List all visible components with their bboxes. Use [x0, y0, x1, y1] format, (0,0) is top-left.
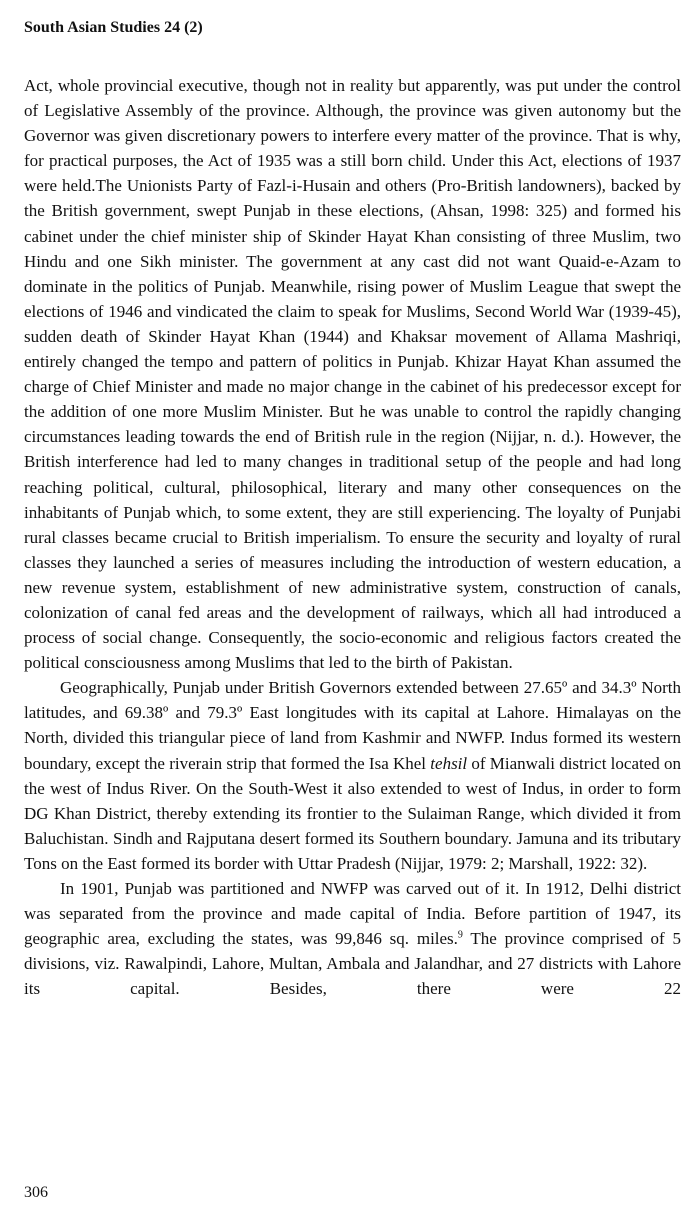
- paragraph-2: [24, 675, 681, 876]
- paragraph-3-text-a: In 1901, Punjab was partitioned and NWFP was carved out of it. In 1912, Delhi district was separated from the province and made capital of India. Before partition of 1947, its geographic area, excluding the states, was 99,846 sq. miles.: [24, 879, 681, 949]
- paragraph-2-text-a: Geographically, Punjab under British Governors extended between 27.65º and 34.3º North latitudes, and 69.38º and 79.3º East longitudes with its capital at Lahore. Himalayas on the North, divided this triangular piece of land from Kashmir and NWFP. Indus formed its western boundary, except the riverain strip that formed the Isa Khel: [24, 678, 681, 773]
- running-head: South Asian Studies 24 (2): [24, 19, 203, 36]
- paragraph-1: Act, whole provincial executive, though not in reality but apparently, was put under the control of Legislative Assembly of the province. Although, the province was given autonomy but the Governor was given discretionary powers to interfere every matter of the province. That is why, for practical purposes, the Act of 1935 was a still born child. Under this Act, elections of 1937 were held.The Unionists Party of Fazl-i-Husain and others (Pro-British landowners), backed by the British government, swept Punjab in these elections, (Ahsan, 1998: 325) and formed his cabinet under the chief minister ship of Skinder Hayat Khan consisting of three Muslim, two Hindu and one Sikh minister. The government at any cast did not want Quaid-e-Azam to dominate in the politics of Punjab. Meanwhile, rising power of Muslim League that swept the elections of 1946 and vindicated the claim to speak for Muslims, Second World War (1939-45), sudden death of Skinder Hayat Khan (1944) and Khaksar movement of Allama Mashriqi, entirely changed the tempo and pattern of politics in Punjab. Khizar Hayat Khan assumed the charge of Chief Minister and made no major change in the cabinet of his predecessor except for the addition of one more Muslim Minister. But he was unable to control the rapidly changing circumstances leading towards the end of British rule in the region (Nijjar, n. d.). However, the British interference had led to many changes in traditional setup of the people and had long reaching political, cultural, philosophical, literary and many other consequences on the inhabitants of Punjab which, to some extent, they are still experiencing. The loyalty of Punjabi rural classes became crucial to British imperialism. To ensure the security and loyalty of rural classes they launched a series of measures including the introduction of western education, a new revenue system, establishment of new administrative system, construction of canals, colonization of canal fed areas and the development of railways, which all had introduced a process of social change. Consequently, the socio-economic and religious factors created the political consciousness among Muslims that led to the birth of Pakistan.: [24, 76, 681, 673]
- paragraph-3: [24, 876, 681, 1001]
- page-number: 306: [24, 1184, 48, 1201]
- paragraph-3-text-b: The province comprised of 5 divisions, viz. Rawalpindi, Lahore, Multan, Ambala and Jalandhar, and 27 districts with Lahore its capital. Besides, there were 22: [24, 929, 681, 999]
- paragraph-2-text-b: of Mianwali district located on the west of Indus River. On the South-West it also extended to west of Indus, in order to form DG Khan District, thereby extending its frontier to the Sulaiman Range, which divided it from Baluchistan. Sindh and Rajputana desert formed its Southern boundary. Jamuna and its tributary Tons on the East formed its border with Uttar Pradesh (Nijjar, 1979: 2; Marshall, 1922: 32).: [24, 753, 682, 873]
- tehsil-term: tehsil: [430, 753, 468, 773]
- footnote-reference[interactable]: 9: [457, 929, 463, 941]
- body-text: [24, 73, 681, 1001]
